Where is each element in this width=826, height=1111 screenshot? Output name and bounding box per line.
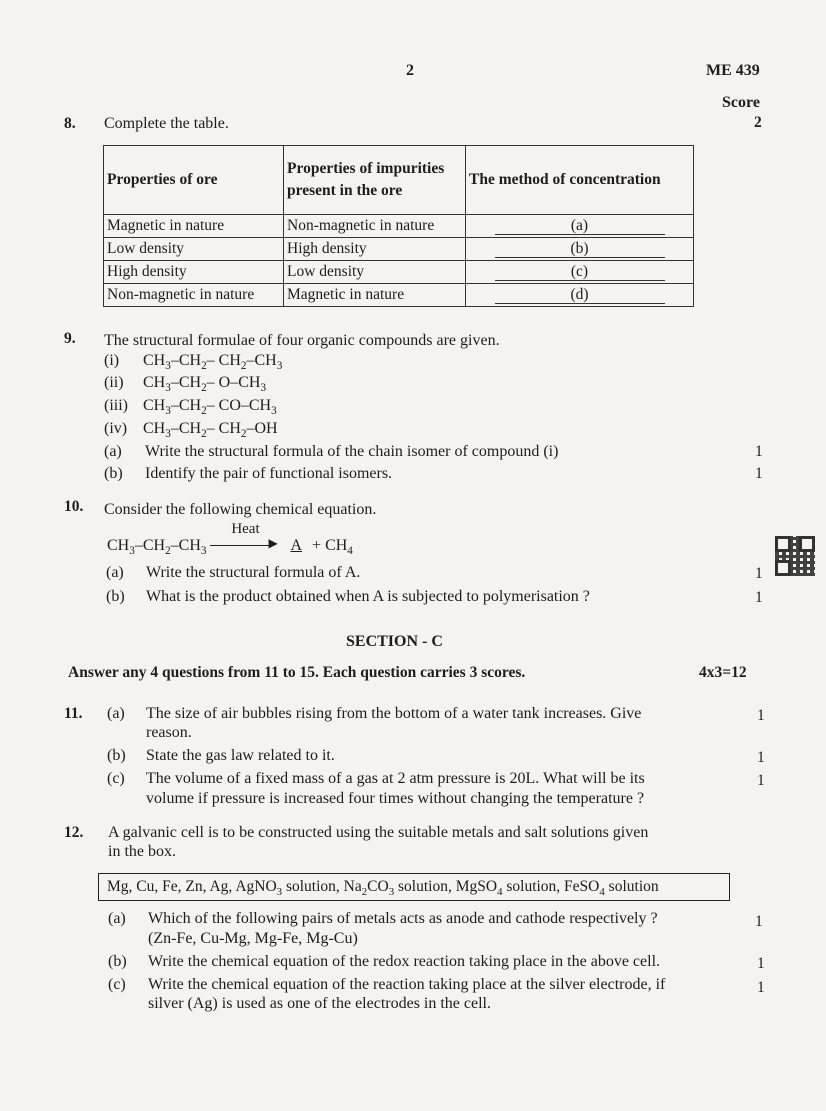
paper-code: ME 439 <box>706 62 760 79</box>
table-cell: Magnetic in nature <box>104 215 284 238</box>
q9a-score: 1 <box>755 443 763 460</box>
table-header: Properties of impurities present in the ore <box>284 146 466 215</box>
table-cell <box>466 238 694 261</box>
q11a-score: 1 <box>757 707 765 724</box>
table-header: Properties of ore <box>104 146 284 215</box>
q8-text: Complete the table. <box>104 115 229 132</box>
qr-code-icon <box>775 536 815 576</box>
arrow-head-icon: ▶ <box>268 536 278 550</box>
qr-corner <box>775 560 791 576</box>
q11b-label: (b) <box>107 747 126 764</box>
q12-number: 12. <box>64 824 84 841</box>
compound-label: (i) <box>104 352 120 369</box>
q9-number: 9. <box>64 330 76 347</box>
table-cell: Magnetic in nature <box>284 284 466 307</box>
q9b-text: Identify the pair of functional isomers. <box>145 465 393 482</box>
table-cell: Low density <box>104 238 284 261</box>
arrow-line <box>210 545 272 546</box>
compound-label: (ii) <box>104 374 124 391</box>
qr-corner <box>799 536 815 552</box>
table-row <box>104 261 694 284</box>
product-b: + $CH_4$ <box>312 537 353 557</box>
q10a-label: (a) <box>106 564 124 581</box>
compound-formula: $CH_3-CH_2-$ $O-CH_3$ <box>143 374 267 394</box>
chemical-equation <box>107 521 353 557</box>
ore-table <box>103 145 694 307</box>
q10a-score: 1 <box>755 565 763 582</box>
table-row <box>104 215 694 238</box>
equation-reactant: $CH_3-CH_2-CH_3$ <box>107 537 207 557</box>
q12c-line1: Write the chemical equation of the reaction taking place at the silver electrode, if <box>148 976 666 993</box>
reaction-arrow <box>210 521 280 555</box>
table-cell: Non-magnetic in nature <box>104 284 284 307</box>
q10-text: Consider the following chemical equation. <box>104 501 377 518</box>
section-marks: 4x3=12 <box>699 664 747 681</box>
q9b-label: (b) <box>104 465 123 482</box>
q12c-label: (c) <box>108 976 126 993</box>
answer-blank: (a) <box>495 218 665 235</box>
table-cell: Non-magnetic in nature <box>284 215 466 238</box>
table-row <box>104 238 694 261</box>
reagent-box <box>98 873 730 901</box>
q12c-line2: silver (Ag) is used as one of the electrodes in the cell. <box>148 995 491 1012</box>
q10b-label: (b) <box>106 588 125 605</box>
q12b-line1: Write the chemical equation of the redox reaction taking place in the above cell. <box>148 953 661 970</box>
table-header-row <box>104 146 694 215</box>
compound-formula: $CH_3-CH_2-$ $CH_2-OH$ <box>143 420 278 440</box>
q11a-line1: The size of air bubbles rising from the bottom of a water tank increases. Give <box>146 705 642 722</box>
q12a-label: (a) <box>108 910 126 927</box>
q10b-score: 1 <box>755 589 763 606</box>
qr-corner <box>775 536 791 552</box>
q9-text: The structural formulae of four organic compounds are given. <box>104 332 500 349</box>
answer-blank: (d) <box>495 287 665 304</box>
q11a-line2: reason. <box>146 724 192 741</box>
compound-formula: $CH_3-CH_2-$ $CH_2-CH_3$ <box>143 352 283 372</box>
q8-score: 2 <box>754 114 762 131</box>
table-row <box>104 284 694 307</box>
q11c-label: (c) <box>107 770 125 787</box>
reagent-list: Mg, Cu, Fe, Zn, Ag, AgNO$_3$ solution, $Na_2CO_3$ solution, MgSO$_4$ solution, FeSO$_4$ solution <box>107 878 659 898</box>
product-a: A <box>290 537 303 554</box>
q9b-score: 1 <box>755 465 763 482</box>
q9a-text: Write the structural formula of the chain isomer of compound (i) <box>145 443 559 460</box>
q12-line1: A galvanic cell is to be constructed using the suitable metals and salt solutions given <box>108 824 649 841</box>
q11c-line2: volume if pressure is increased four times without changing the temperature ? <box>146 790 645 807</box>
arrow-label: Heat <box>231 521 260 537</box>
answer-blank: (b) <box>495 241 665 258</box>
table-cell <box>466 284 694 307</box>
q12a-line1: Which of the following pairs of metals acts as anode and cathode respectively ? <box>148 910 658 927</box>
table-cell: Low density <box>284 261 466 284</box>
q11b-score: 1 <box>757 749 765 766</box>
q11c-line1: The volume of a fixed mass of a gas at 2 atm pressure is 20L. What will be its <box>146 770 645 787</box>
answer-blank: (c) <box>495 264 665 281</box>
table-cell: High density <box>104 261 284 284</box>
q10a-text: Write the structural formula of A. <box>146 564 361 581</box>
score-label: Score <box>722 94 760 111</box>
table-cell: High density <box>284 238 466 261</box>
compound-formula: $CH_3-CH_2-$ $CO-CH_3$ <box>143 397 277 417</box>
q11b-line1: State the gas law related to it. <box>146 747 335 764</box>
section-instruction: Answer any 4 questions from 11 to 15. Each question carries 3 scores. <box>68 664 526 681</box>
table-cell <box>466 215 694 238</box>
q10b-text: What is the product obtained when A is subjected to polymerisation ? <box>146 588 590 605</box>
q12c-score: 1 <box>757 979 765 996</box>
compound-label: (iv) <box>104 420 128 437</box>
q11c-score: 1 <box>757 772 765 789</box>
q9a-label: (a) <box>104 443 122 460</box>
table-cell <box>466 261 694 284</box>
q11a-label: (a) <box>107 705 125 722</box>
table-header: The method of concentration <box>466 146 694 215</box>
q11-number: 11. <box>64 705 83 722</box>
q12b-score: 1 <box>757 955 765 972</box>
q12b-label: (b) <box>108 953 127 970</box>
compound-label: (iii) <box>104 397 128 414</box>
q10-number: 10. <box>64 498 84 515</box>
q8-number: 8. <box>64 115 76 132</box>
page-number: 2 <box>406 62 414 79</box>
section-title: SECTION - C <box>346 633 443 650</box>
q12a-line2: (Zn-Fe, Cu-Mg, Mg-Fe, Mg-Cu) <box>148 930 358 947</box>
q12-line2: in the box. <box>108 843 176 860</box>
q12a-score: 1 <box>755 913 763 930</box>
